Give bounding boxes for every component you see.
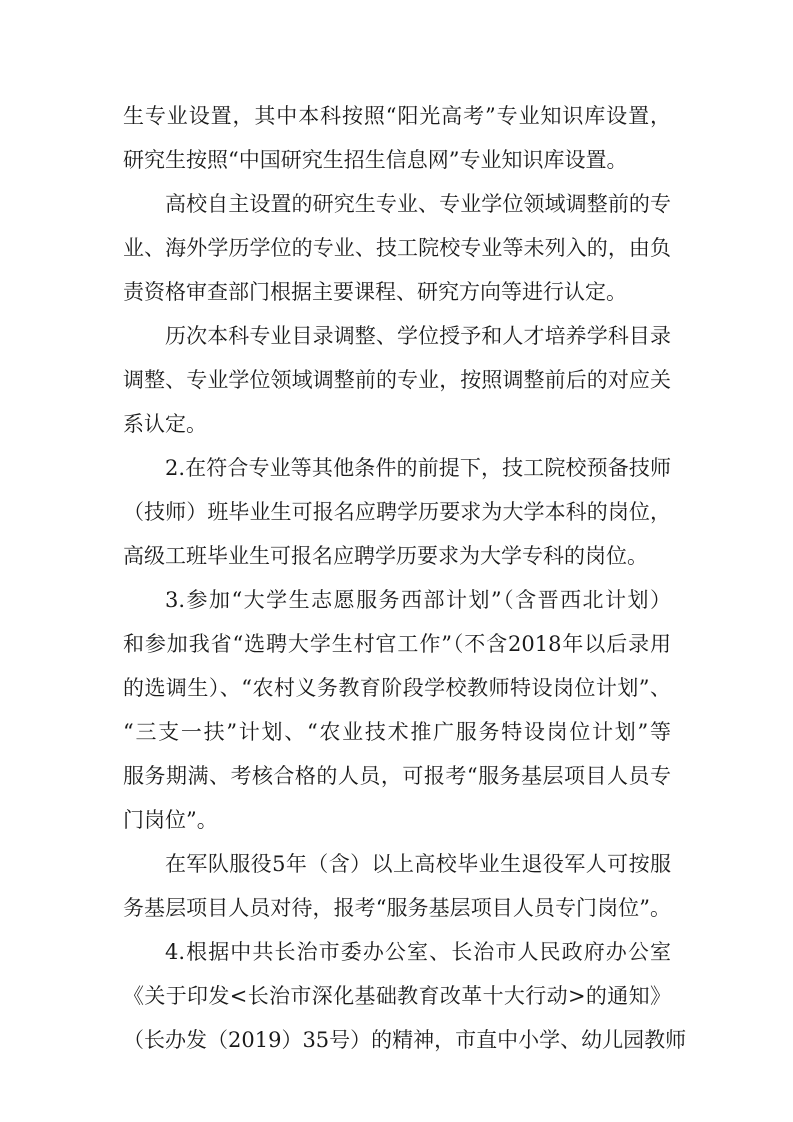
text-line: 3.参加“大学生志愿服务西部计划”（含晋西北计划） <box>165 588 671 612</box>
text-line: （技师）班毕业生可报名应聘学历要求为大学本科的岗位， <box>123 500 671 524</box>
text-line: 4.根据中共长治市委办公室、长治市人民政府办公室 <box>165 940 671 964</box>
text-line: 高校自主设置的研究生专业、专业学位领域调整前的专 <box>165 192 671 216</box>
text-line: 的选调生）、“农村义务教育阶段学校教师特设岗位计划”、 <box>123 676 671 700</box>
text-line: 高级工班毕业生可报名应聘学历要求为大学专科的岗位。 <box>123 544 648 568</box>
text-line: 业、海外学历学位的专业、技工院校专业等未列入的，由负 <box>123 236 671 260</box>
text-line: （长办发（2019）35号）的精神，市直中小学、幼儿园教师 <box>123 1028 687 1052</box>
text-line: 务基层项目人员对待，报考“服务基层项目人员专门岗位”。 <box>123 896 671 920</box>
text-line: 系认定。 <box>123 412 207 436</box>
text-line: 《关于印发<长治市深化基础教育改革十大行动>的通知》 <box>123 984 671 1008</box>
text-line: 和参加我省“选聘大学生村官工作”（不含2018年以后录用 <box>123 632 671 656</box>
text-line: 责资格审查部门根据主要课程、研究方向等进行认定。 <box>123 280 627 304</box>
text-line: 2.在符合专业等其他条件的前提下，技工院校预备技师 <box>165 456 671 480</box>
text-line: 研究生按照“中国研究生招生信息网”专业知识库设置。 <box>123 148 628 172</box>
text-line: 调整、专业学位领域调整前的专业，按照调整前后的对应关 <box>123 368 671 392</box>
text-line: 门岗位”。 <box>123 808 218 832</box>
text-line: 生专业设置，其中本科按照“阳光高考”专业知识库设置， <box>123 104 671 128</box>
text-line: 历次本科专业目录调整、学位授予和人才培养学科目录 <box>165 324 671 348</box>
text-line: 服务期满、考核合格的人员，可报考“服务基层项目人员专 <box>123 764 671 788</box>
text-line: 在军队服役5年（含）以上高校毕业生退役军人可按服 <box>165 852 671 876</box>
text-line: “三支一扶”计划、“农业技术推广服务特设岗位计划”等 <box>123 720 671 744</box>
